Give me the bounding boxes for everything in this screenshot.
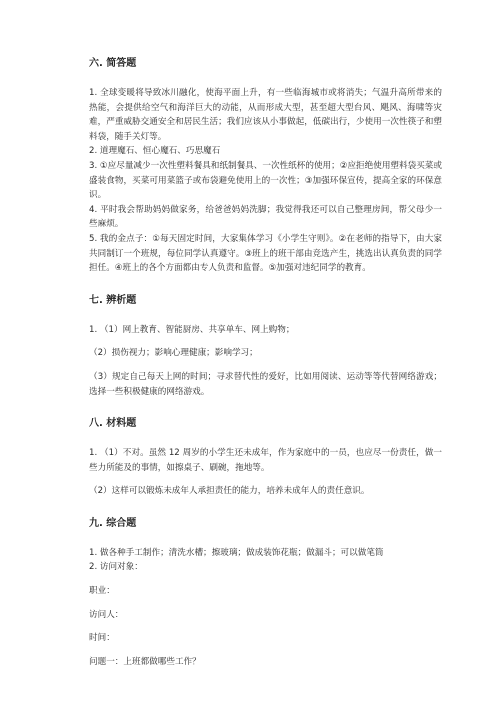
answer-paragraph: 1. （1）网上教育、智能厨房、共享单车、网上购物； <box>89 324 295 335</box>
answer-paragraph: 4. 平时我会帮助妈妈做家务，给爸爸妈妈洗脚；我觉得我还可以自己整理房间，帮父母少一些麻烦。 <box>89 204 442 230</box>
answer-paragraph: （3）规定自己每天上网的时间；寻求替代性的爱好，比如用阅读、运动等等代替网络游戏；选择一些积极健康的网络游戏。 <box>89 371 442 397</box>
answer-paragraph: 1. （1）不对。虽然 12 周岁的小学生还未成年，作为家庭中的一员，也应尽一份责任，做一些力所能及的事情，如擦桌子、刷碗，拖地等。 <box>89 448 442 473</box>
interview-field: 时间： <box>89 633 115 644</box>
interview-field: 职业： <box>89 586 115 597</box>
section-title-short-answer: 六. 简答题 <box>89 58 137 69</box>
interview-question: 问题一：上班都做哪些工作？ <box>89 656 201 667</box>
answer-paragraph: 2. 道理魔石、恒心魔石、巧思魔石 <box>89 146 221 157</box>
section-title-material: 八. 材料题 <box>89 418 137 430</box>
answer-paragraph: 1. 全球变暖将导致冰川融化，使海平面上升，有一些临海城市或将消失；气温升高所带来的热能，会提供给空气和海洋巨大的动能，从而形成大型，甚至超大型台风、飓风、海啸等灾难，严重威胁交通安全和居民生活；我们应该从小事做起，低碳出行，少使用一次性筷子和塑料袋，随手关灯等。 <box>89 88 442 142</box>
answer-paragraph: 2. 访问对象： <box>89 562 143 573</box>
section-title-analysis: 七. 辨析题 <box>89 294 137 306</box>
section-title-comprehensive: 九. 综合题 <box>89 517 137 529</box>
answer-paragraph: 5. 我的金点子：①每天固定时间，大家集体学习《小学生守则》。②在老师的指导下，由大家共同制订一个班规，每位同学认真遵守。③班上的班干部由竞选产生，挑选出认真负责的同学担任。④班上的各个方面都由专人负责和监督。⑤加强对违纪同学的教育。 <box>89 233 442 274</box>
answer-paragraph: 1. 做各种手工制作；清洗水槽；擦玻璃；做成装饰花瓶；做漏斗；可以做笔筒 <box>89 547 384 558</box>
answer-paragraph: （2）这样可以锻炼未成年人承担责任的能力，培养未成年人的责任意识。 <box>89 486 370 497</box>
interview-field: 访问人： <box>89 609 124 620</box>
answer-paragraph: 3. ①应尽量减少一次性塑料餐具和纸制餐具、一次性纸杯的使用；②应拒绝使用塑料袋买菜或盛装食物，买菜可用菜篮子或布袋避免使用上的一次性；③加强环保宣传，提高全家的环保意识。 <box>89 160 442 201</box>
answer-paragraph: （2）损伤视力；影响心理健康；影响学习； <box>89 348 258 359</box>
